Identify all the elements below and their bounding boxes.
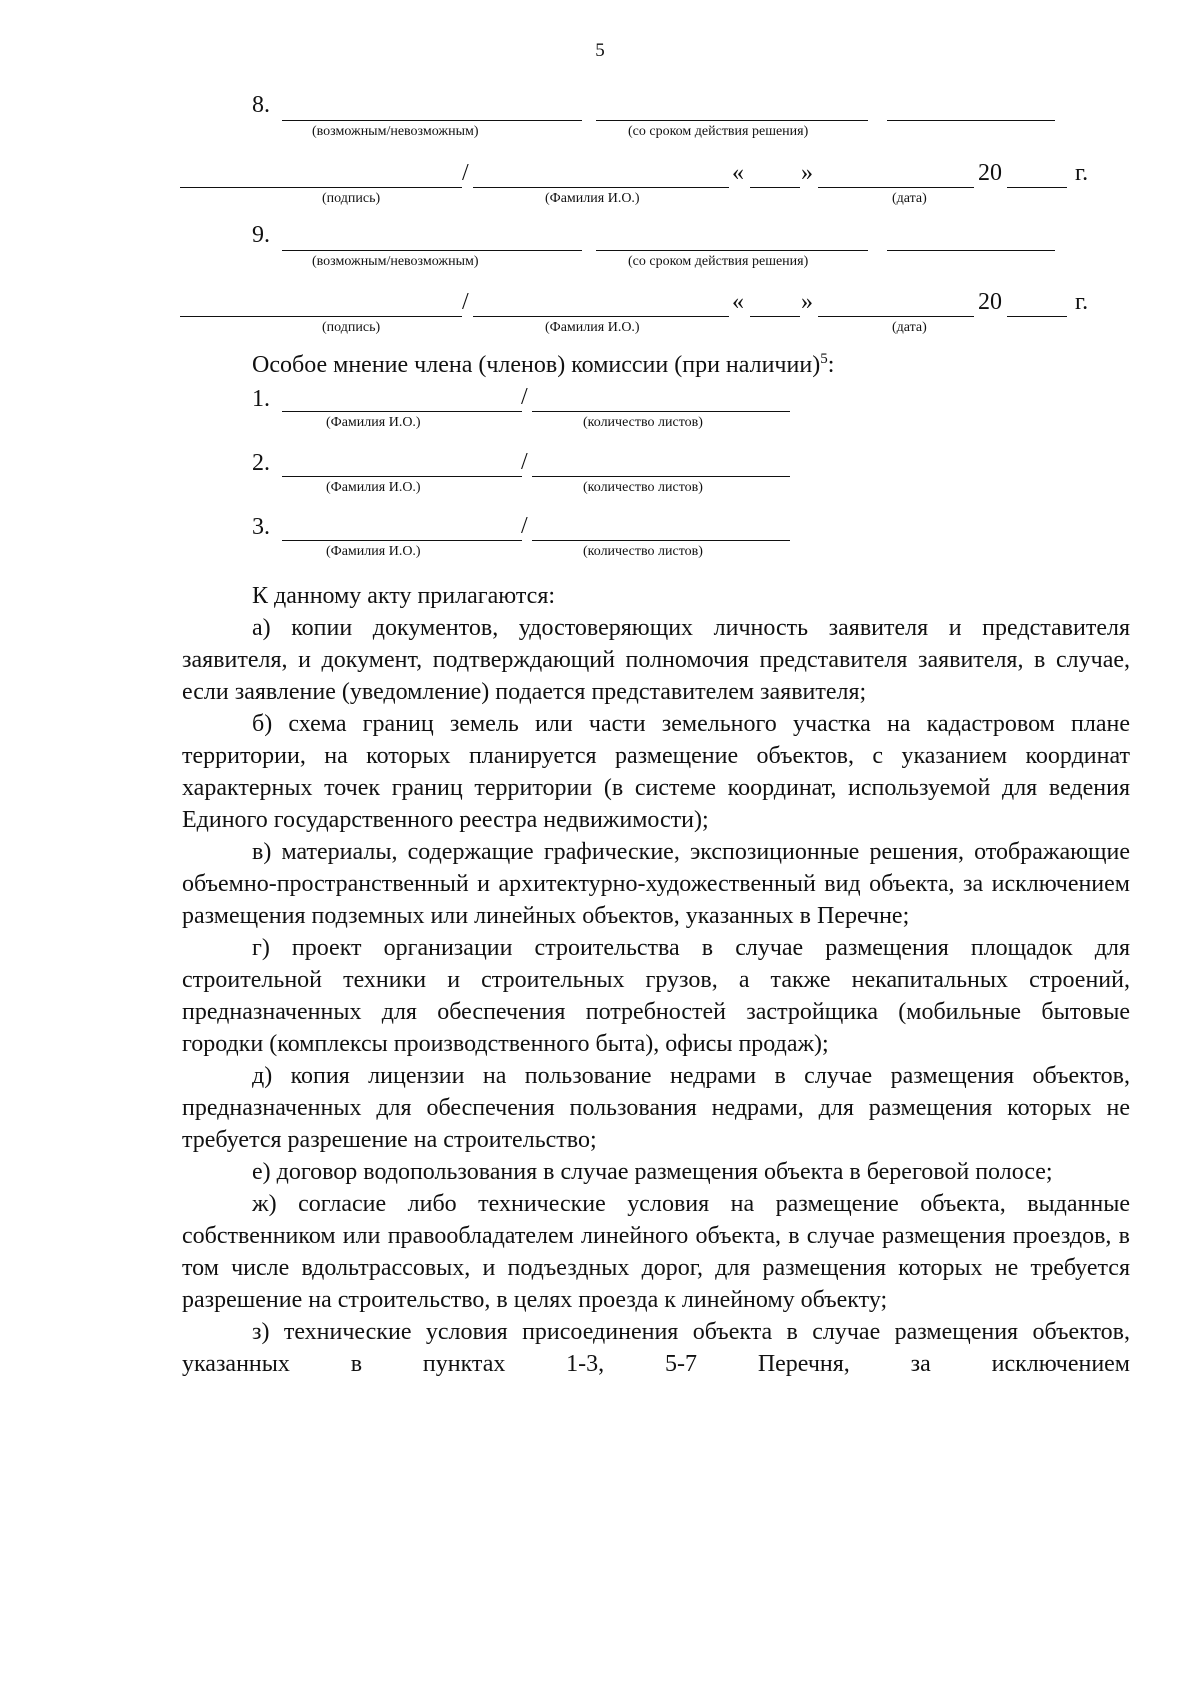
quote-open: «	[732, 160, 744, 186]
slash-separator: /	[462, 289, 469, 315]
name-caption: (Фамилия И.О.)	[326, 544, 421, 559]
dissent-name-field[interactable]	[282, 411, 522, 412]
term-field[interactable]	[596, 120, 868, 121]
quote-close: »	[801, 289, 813, 315]
dissent-number: 2.	[252, 450, 270, 476]
extra-field[interactable]	[887, 120, 1055, 121]
attachment-item-d: д) копия лицензии на пользование недрами в случае размещения объектов, предназначенных для обеспечения пользования недрами, для размещения которых не требуется разрешение на строительство;	[182, 1063, 1130, 1153]
slash-separator: /	[462, 160, 469, 186]
slash-separator: /	[521, 384, 528, 410]
year-suffix: г.	[1075, 289, 1089, 315]
dissent-name-field[interactable]	[282, 540, 522, 541]
dissent-sheets-field[interactable]	[532, 411, 790, 412]
month-field[interactable]	[818, 187, 974, 188]
attachment-item-b: б) схема границ земель или части земельного участка на кадастровом плане территории, на которых планируется размещение объектов, с указанием координат характерных точек границ территории (в системе координат, используемой для ведения Единого государственного реестра недвижимости);	[182, 711, 1130, 833]
attachments-intro: К данному акту прилагаются:	[252, 583, 556, 609]
date-caption: (дата)	[892, 320, 927, 335]
possibility-field[interactable]	[282, 250, 582, 251]
dissent-heading-text: Особое мнение члена (членов) комиссии (при наличии)	[252, 352, 821, 378]
name-field[interactable]	[473, 316, 729, 317]
extra-field[interactable]	[887, 250, 1055, 251]
possibility-caption: (возможным/невозможным)	[312, 124, 479, 139]
signature-caption: (подпись)	[322, 191, 381, 206]
dissent-number: 1.	[252, 386, 270, 412]
year-prefix: 20	[978, 160, 1002, 186]
name-caption: (Фамилия И.О.)	[326, 480, 421, 495]
slash-separator: /	[521, 449, 528, 475]
page-number: 5	[595, 40, 605, 61]
year-field[interactable]	[1007, 316, 1067, 317]
dissent-sheets-field[interactable]	[532, 540, 790, 541]
year-field[interactable]	[1007, 187, 1067, 188]
name-field[interactable]	[473, 187, 729, 188]
day-field[interactable]	[750, 316, 800, 317]
dissent-number: 3.	[252, 514, 270, 540]
attachment-item-a: а) копии документов, удостоверяющих личность заявителя и представителя заявителя, и документ, подтверждающий полномочия представителя заявителя, в случае, если заявление (уведомление) подается представителем заявителя;	[182, 615, 1130, 705]
possibility-caption: (возможным/невозможным)	[312, 254, 479, 269]
possibility-field[interactable]	[282, 120, 582, 121]
term-caption: (со сроком действия решения)	[628, 254, 809, 269]
sheets-caption: (количество листов)	[583, 415, 703, 430]
name-caption: (Фамилия И.О.)	[545, 320, 640, 335]
attachments-section	[182, 580, 1130, 1380]
attachment-item-g: г) проект организации строительства в случае размещения площадок для строительной техники и строительных грузов, а также некапитальных строений, предназначенных для обеспечения потребностей застройщика (мобильные бытовые городки (комплексы производственного быта), офисы продаж);	[182, 935, 1130, 1057]
vote-number: 8.	[252, 92, 270, 118]
attachment-item-e: е) договор водопользования в случае размещения объекта в береговой полосе;	[252, 1159, 1053, 1185]
signature-field[interactable]	[180, 187, 462, 188]
term-field[interactable]	[596, 250, 868, 251]
year-prefix: 20	[978, 289, 1002, 315]
term-caption: (со сроком действия решения)	[628, 124, 809, 139]
day-field[interactable]	[750, 187, 800, 188]
quote-open: «	[732, 289, 744, 315]
attachment-item-zh: ж) согласие либо технические условия на размещение объекта, выданные собственником или правообладателем линейного объекта, в случае размещения проездов, в том числе вдольтрассовых, и подъездных дорог, для размещения которых не требуется разрешение на строительство, в целях проезда к линейному объекту;	[182, 1191, 1130, 1313]
dissent-sheets-field[interactable]	[532, 476, 790, 477]
sheets-caption: (количество листов)	[583, 480, 703, 495]
year-suffix: г.	[1075, 160, 1089, 186]
date-caption: (дата)	[892, 191, 927, 206]
name-caption: (Фамилия И.О.)	[326, 415, 421, 430]
dissent-heading-end: :	[827, 352, 835, 378]
sheets-caption: (количество листов)	[583, 544, 703, 559]
dissent-heading	[252, 352, 834, 379]
quote-close: »	[801, 160, 813, 186]
name-caption: (Фамилия И.О.)	[545, 191, 640, 206]
month-field[interactable]	[818, 316, 974, 317]
attachment-item-v: в) материалы, содержащие графические, экспозиционные решения, отображающие объемно-пространственный и архитектурно-художественный вид объекта, за исключением размещения подземных или линейных объектов, указанных в Перечне;	[182, 839, 1130, 929]
signature-field[interactable]	[180, 316, 462, 317]
footnote-ref[interactable]: 5	[820, 351, 828, 367]
slash-separator: /	[521, 513, 528, 539]
dissent-name-field[interactable]	[282, 476, 522, 477]
vote-number: 9.	[252, 222, 270, 248]
attachment-item-z: з) технические условия присоединения объекта в случае размещения объектов, указанных в пунктах 1-3, 5-7 Перечня, за исключением	[182, 1319, 1130, 1377]
signature-caption: (подпись)	[322, 320, 381, 335]
